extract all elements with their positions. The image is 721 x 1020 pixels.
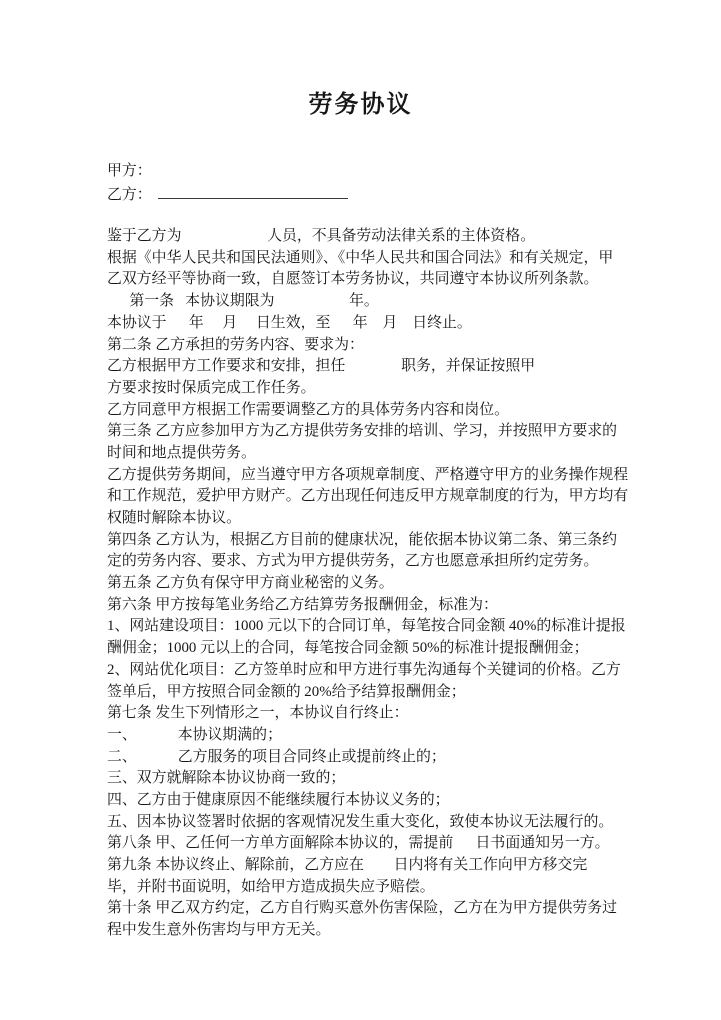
text-line: 第六条 甲方按每笔业务给乙方结算劳务报酬佣金，标准为： xyxy=(107,596,498,613)
text-line: 第九条 本协议终止、解除前，乙方应在 日内将有关工作向甲方移交完 xyxy=(107,857,588,873)
text-line: 第一条 本协议期限为 年。 xyxy=(107,293,379,310)
text-line: 第八条 甲、乙任何一方单方面解除本协议的，需提前 日书面通知另一方。 xyxy=(107,835,610,852)
party-a-label: 甲方： xyxy=(107,163,152,179)
text-line: 第十条 甲乙双方约定，乙方自行购买意外伤害保险，乙方在为甲方提供劳务过 xyxy=(107,900,618,917)
text-line: 程中发生意外伤害均与甲方无关。 xyxy=(107,922,331,939)
text-line: 第四条 乙方认为，根据乙方目前的健康状况，能依据本协议第二条、第三条约 xyxy=(107,531,618,548)
text-line: 和工作规范，爱护甲方财产。乙方出现任何违反甲方规章制度的行为，甲方均有 xyxy=(107,488,629,505)
text-line: 乙双方经平等协商一致，自愿签订本劳务协议，共同遵守本协议所列条款。 xyxy=(107,271,599,288)
text-line: 权随时解除本协议。 xyxy=(107,510,242,526)
text-line: 第二条 乙方承担的劳务内容、要求为： xyxy=(107,336,364,353)
text-line: 第五条 乙方负有保守甲方商业秘密的义务。 xyxy=(107,575,394,592)
text-line: 乙方同意甲方根据工作需要调整乙方的具体劳务内容和岗位。 xyxy=(107,401,510,418)
text-line: 二、 乙方服务的项目合同终止或提前终止的； xyxy=(107,748,446,765)
text-line: 鉴于乙方为 人员，不具备劳动法律关系的主体资格。 xyxy=(107,228,536,245)
text-line: 乙方根据甲方工作要求和安排，担任 职务，并保证按照甲 xyxy=(107,358,536,375)
text-line: 方要求按时保质完成工作任务。 xyxy=(107,379,316,396)
party-a-line xyxy=(107,161,687,183)
text-line: 酬佣金；1000 元以上的合同，每笔按合同金额 50%的标准计提报酬佣金； xyxy=(107,640,589,657)
text-line: 时间和地点提供劳务。 xyxy=(107,444,256,461)
text-line: 四、乙方由于健康原因不能继续履行本协议义务的； xyxy=(107,791,450,808)
text-line: 五、因本协议签署时依据的客观情况发生重大变化，致使本协议无法履行的。 xyxy=(107,813,614,830)
document-content xyxy=(107,161,687,942)
document-title: 劳务协议 xyxy=(308,92,413,118)
text-line: 第七条 发生下列情形之一，本协议自行终止： xyxy=(107,705,409,722)
text-line: 一、 本协议期满的； xyxy=(107,726,282,743)
text-line: 本协议于 年 月 日生效，至 年 月 日终止。 xyxy=(107,314,472,331)
text-line: 乙方提供劳务期间，应当遵守甲方各项规章制度、严格遵守甲方的业务操作规程 xyxy=(107,466,629,483)
party-b-label: 乙方： xyxy=(107,186,152,203)
text-line: 1、网站建设项目：1000 元以下的合同订单，每笔按合同金额 40%的标准计提报 xyxy=(107,618,626,635)
document-body xyxy=(107,226,687,942)
text-line: 定的劳务内容、要求、方式为甲方提供劳务，乙方也愿意承担所约定劳务。 xyxy=(107,553,599,570)
text-line: 毕，并附书面说明，如给甲方造成损失应予赔偿。 xyxy=(107,878,435,895)
text-line: 三、双方就解除本协议协商一致的； xyxy=(107,770,346,787)
text-line: 根据《中华人民共和国民法通则》、《中华人民共和国合同法》和有关规定，甲 xyxy=(107,249,614,266)
text-line: 签单后，甲方按照合同金额的 20%给予结算报酬佣金； xyxy=(107,683,466,700)
party-b-line xyxy=(107,183,687,205)
text-line: 第三条 乙方应参加甲方为乙方提供劳务安排的培训、学习，并按照甲方要求的 xyxy=(107,423,618,440)
party-b-blank-underline xyxy=(158,183,348,199)
text-line: 2、网站优化项目：乙方签单时应和甲方进行事先沟通每个关键词的价格。乙方 xyxy=(107,661,621,678)
blank-line xyxy=(107,204,687,226)
